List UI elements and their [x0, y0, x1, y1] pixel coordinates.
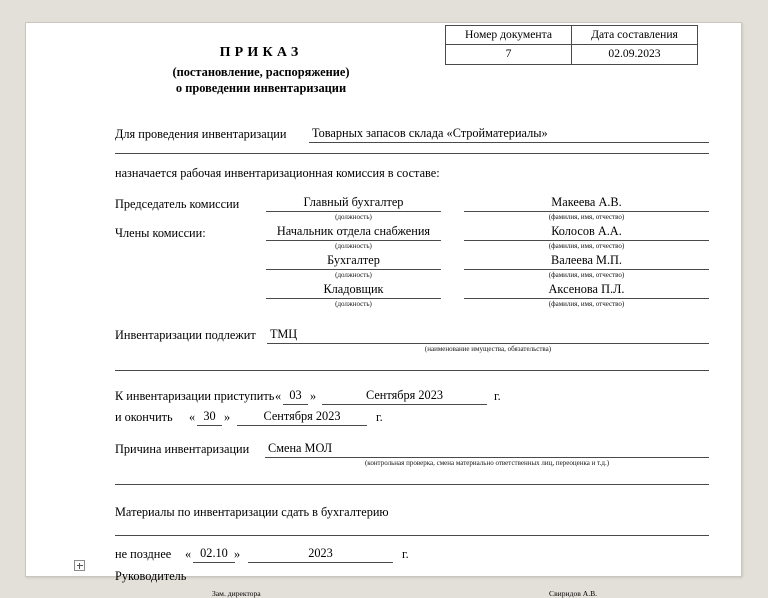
- start-day[interactable]: 03: [283, 388, 308, 405]
- member-fio-1[interactable]: Валеева М.П.: [464, 253, 709, 270]
- materials-label: Материалы по инвентаризации сдать в бухгалтерию: [115, 505, 389, 519]
- chairman-position[interactable]: Главный бухгалтер: [266, 195, 441, 212]
- deadline-quote-open: «: [185, 547, 192, 561]
- end-suffix: г.: [376, 410, 383, 424]
- chairman-fio[interactable]: Макеева А.В.: [464, 195, 709, 212]
- member-position-0[interactable]: Начальник отдела снабжения: [266, 224, 441, 241]
- members-label: Члены комиссии:: [115, 226, 206, 240]
- end-month-year[interactable]: Сентября 2023: [237, 409, 367, 426]
- subject-value[interactable]: ТМЦ: [267, 327, 709, 344]
- start-month-year[interactable]: Сентября 2023: [322, 388, 487, 405]
- page-subtitle-primary: (постановление, распоряжение): [172, 65, 350, 79]
- purpose-value[interactable]: Товарных запасов склада «Стройматериалы»: [309, 126, 709, 143]
- member-fio-caption-0: (фамилия, имя, отчество): [548, 242, 625, 250]
- reason-value[interactable]: Смена МОЛ: [265, 441, 709, 458]
- member-fio-caption-1: (фамилия, имя, отчество): [548, 271, 625, 279]
- start-suffix: г.: [494, 389, 501, 403]
- commission-intro: назначается рабочая инвентаризационная комиссия в составе:: [115, 166, 440, 180]
- signature-position: Зам. директора: [212, 589, 261, 598]
- reason-underline-extra: [115, 484, 709, 485]
- deadline-year[interactable]: 2023: [248, 546, 393, 563]
- chairman-label: Председатель комиссии: [115, 197, 240, 211]
- start-quote-close: »: [310, 389, 317, 403]
- member-fio-2[interactable]: Аксенова П.Л.: [464, 282, 709, 299]
- subject-caption: (наименование имущества, обязательства): [424, 345, 552, 353]
- member-position-2[interactable]: Кладовщик: [266, 282, 441, 299]
- signature-label: Руководитель: [115, 569, 187, 583]
- member-position-caption-1: (должность): [335, 271, 372, 279]
- deadline-quote-close: »: [234, 547, 241, 561]
- member-fio-0[interactable]: Колосов А.А.: [464, 224, 709, 241]
- table-value-doc-number[interactable]: 7: [446, 45, 572, 64]
- table-header-doc-date: Дата составления: [572, 26, 698, 45]
- document-body: [26, 23, 741, 598]
- document-page: [25, 22, 742, 598]
- start-quote-open: «: [275, 389, 282, 403]
- page-title: ПРИКАЗ: [219, 45, 303, 60]
- chairman-position-caption: (должность): [335, 213, 372, 221]
- subject-underline-extra: [115, 370, 709, 371]
- deadline-date[interactable]: 02.10: [193, 546, 235, 563]
- member-position-1[interactable]: Бухгалтер: [266, 253, 441, 270]
- table-value-doc-date[interactable]: 02.09.2023: [572, 45, 698, 64]
- materials-underline: [115, 535, 709, 536]
- page-subtitle-secondary: о проведении инвентаризации: [175, 81, 347, 95]
- chairman-fio-caption: (фамилия, имя, отчество): [548, 213, 625, 221]
- end-quote-open: «: [189, 410, 196, 424]
- purpose-underline-extra: [115, 153, 709, 154]
- deadline-suffix: г.: [402, 547, 409, 561]
- reason-label: Причина инвентаризации: [115, 442, 250, 456]
- member-position-caption-2: (должность): [335, 300, 372, 308]
- purpose-label: Для проведения инвентаризации: [115, 127, 287, 141]
- start-label: К инвентаризации приступить: [115, 389, 275, 403]
- end-label: и окончить: [115, 410, 173, 424]
- reason-caption: (контрольная проверка, смена материально ответственных лиц, переоценка и т.д.): [364, 459, 610, 467]
- member-fio-caption-2: (фамилия, имя, отчество): [548, 300, 625, 308]
- table-header-row: [446, 26, 698, 45]
- deadline-label: не позднее: [115, 547, 172, 561]
- signature-fio: Свиридов А.В.: [549, 589, 598, 598]
- expand-collapse-icon[interactable]: [74, 560, 85, 571]
- subject-label: Инвентаризации подлежит: [115, 328, 256, 342]
- table-header-doc-number: Номер документа: [446, 26, 572, 45]
- member-position-caption-0: (должность): [335, 242, 372, 250]
- end-day[interactable]: 30: [197, 409, 222, 426]
- end-quote-close: »: [224, 410, 231, 424]
